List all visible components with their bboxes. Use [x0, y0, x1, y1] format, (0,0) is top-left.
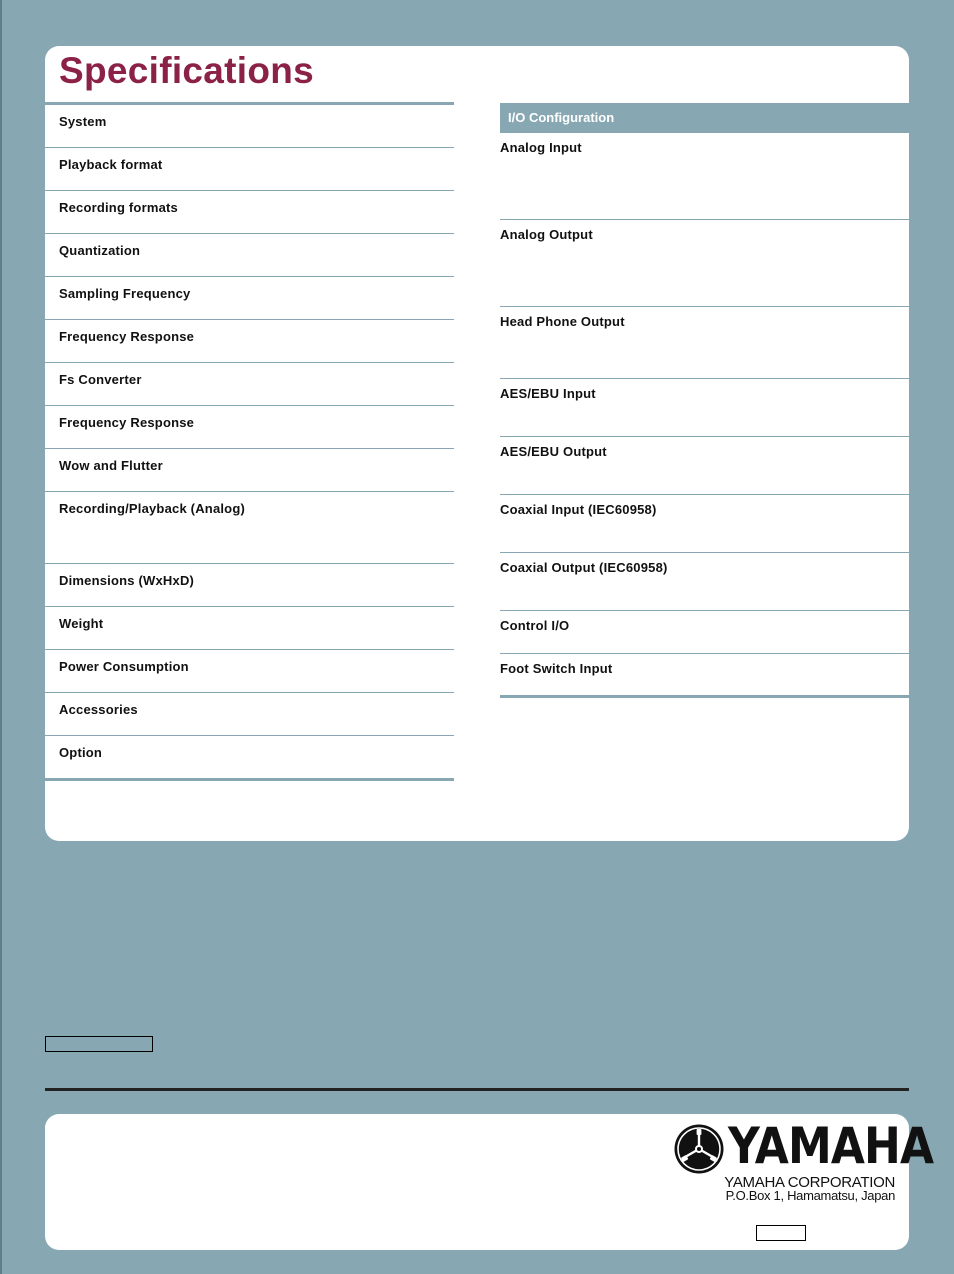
- io-label: Head Phone Output: [500, 314, 625, 329]
- yamaha-wordmark: YAMAHA: [728, 1117, 934, 1175]
- spec-label: Fs Converter: [59, 372, 142, 387]
- spec-row-system: [45, 105, 454, 148]
- spec-label: Quantization: [59, 243, 141, 258]
- spec-row-option: [45, 736, 454, 781]
- io-row-foot-switch-input: [500, 654, 909, 698]
- io-row-coaxial-output: [500, 553, 909, 611]
- spec-label: Wow and Flutter: [59, 458, 163, 473]
- spec-label: Sampling Frequency: [59, 286, 191, 301]
- io-label: AES/EBU Output: [500, 444, 607, 459]
- spec-label: Frequency Response: [59, 329, 195, 344]
- spec-label: Recording/Playback (Analog): [59, 501, 245, 516]
- io-row-coaxial-input: [500, 495, 909, 553]
- io-label: Foot Switch Input: [500, 661, 613, 676]
- io-label: AES/EBU Input: [500, 386, 596, 401]
- spec-row-fs-frequency-response: [45, 406, 454, 449]
- spec-label: Weight: [59, 616, 104, 631]
- footer-divider: [45, 1088, 909, 1091]
- io-row-control-io: [500, 611, 909, 654]
- spec-label: Frequency Response: [59, 415, 195, 430]
- io-label: Analog Input: [500, 140, 582, 155]
- spec-row-sampling-frequency: [45, 277, 454, 320]
- spec-row-recording-formats: [45, 191, 454, 234]
- spec-label: Option: [59, 745, 103, 760]
- spec-row-playback-format: [45, 148, 454, 191]
- spec-row-quantization: [45, 234, 454, 277]
- io-row-head-phone-output: [500, 307, 909, 379]
- spec-row-fs-converter: [45, 363, 454, 406]
- spec-row-frequency-response: [45, 320, 454, 363]
- page-title: Specifications: [59, 50, 315, 91]
- io-row-aes-ebu-output: [500, 437, 909, 495]
- spec-label: Recording formats: [59, 200, 178, 215]
- spec-label: Playback format: [59, 157, 163, 172]
- corporation-address: P.O.Box 1, Hamamatsu, Japan: [725, 1188, 895, 1203]
- io-row-analog-input: [500, 133, 909, 220]
- io-configuration-header: I/O Configuration: [500, 103, 909, 133]
- spec-label: Accessories: [59, 702, 138, 717]
- corporation-name: YAMAHA CORPORATION: [724, 1174, 895, 1191]
- io-label: Coaxial Input (IEC60958): [500, 502, 657, 517]
- io-label: Control I/O: [500, 618, 570, 633]
- specifications-card: [45, 46, 909, 841]
- left-spec-list: [45, 102, 454, 781]
- io-row-analog-output: [500, 220, 909, 307]
- spec-label: Power Consumption: [59, 659, 189, 674]
- code-box: [45, 1036, 153, 1052]
- spec-row-accessories: [45, 693, 454, 736]
- spec-label: Dimensions (WxHxD): [59, 573, 195, 588]
- spec-row-weight: [45, 607, 454, 650]
- spec-label: System: [59, 114, 107, 129]
- io-row-aes-ebu-input: [500, 379, 909, 437]
- page-left-edge: [0, 0, 2, 1274]
- footer-code-box: [756, 1225, 806, 1241]
- spec-row-dimensions: [45, 564, 454, 607]
- spec-row-wow-and-flutter: [45, 449, 454, 492]
- io-label: Coaxial Output (IEC60958): [500, 560, 668, 575]
- yamaha-tuning-fork-logo-icon: [673, 1123, 725, 1175]
- io-label: Analog Output: [500, 227, 593, 242]
- footer-panel: [45, 1114, 934, 1250]
- io-configuration-list: [500, 103, 909, 698]
- spec-row-recording-playback: [45, 492, 454, 564]
- spec-row-power-consumption: [45, 650, 454, 693]
